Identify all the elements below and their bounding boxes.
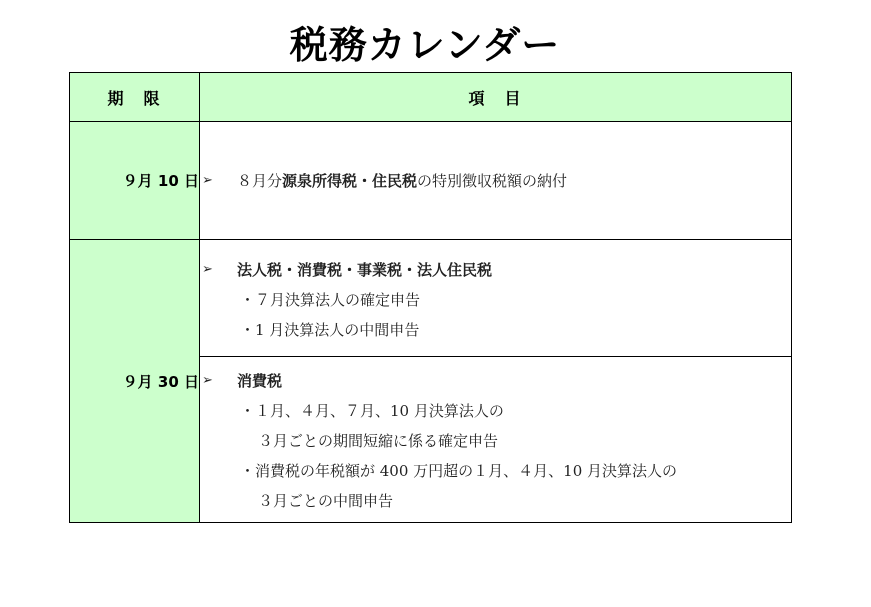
- item-subline: ・消費税の年税額が 400 万円超の１月、４月、10 月決算法人の: [240, 462, 678, 480]
- item-cell: [200, 122, 792, 240]
- list-item: [200, 255, 791, 285]
- arrow-bullet-icon: ➢: [202, 262, 213, 277]
- item-text: [237, 166, 567, 196]
- item-text-pre: ８月分: [237, 171, 283, 190]
- arrow-bullet-icon: ➢: [202, 373, 213, 388]
- arrow-bullet-icon: ➢: [202, 172, 213, 188]
- table-row: [70, 240, 792, 357]
- table-header-row: [70, 73, 792, 122]
- item-cell: [200, 240, 792, 357]
- header-item: 項 目: [200, 73, 792, 122]
- table-row: [70, 122, 792, 240]
- item-subline: ３月ごとの中間申告: [258, 492, 394, 510]
- deadline-cell: ９月 10 日: [70, 122, 200, 240]
- item-heading: 法人税・消費税・事業税・法人住民税: [237, 261, 493, 279]
- page-title: 税務カレンダー: [289, 23, 561, 67]
- item-cell: [200, 357, 792, 523]
- item-text-post: の特別徴収税額の納付: [417, 171, 568, 190]
- item-subline: ・７月決算法人の確定申告: [240, 291, 421, 309]
- list-item: [200, 366, 791, 396]
- item-subline: ・1 月決算法人の中間申告: [240, 321, 420, 339]
- item-heading: 消費税: [237, 372, 283, 390]
- item-subline: ・１月、４月、７月、10 月決算法人の: [240, 402, 504, 420]
- item-subline: ３月ごとの期間短縮に係る確定申告: [258, 432, 499, 450]
- tax-calendar-table: [69, 72, 792, 523]
- deadline-cell: ９月 30 日: [70, 240, 200, 523]
- header-deadline: 期 限: [70, 73, 200, 122]
- list-item: [200, 166, 791, 196]
- item-text-bold: 源泉所得税・住民税: [282, 171, 418, 190]
